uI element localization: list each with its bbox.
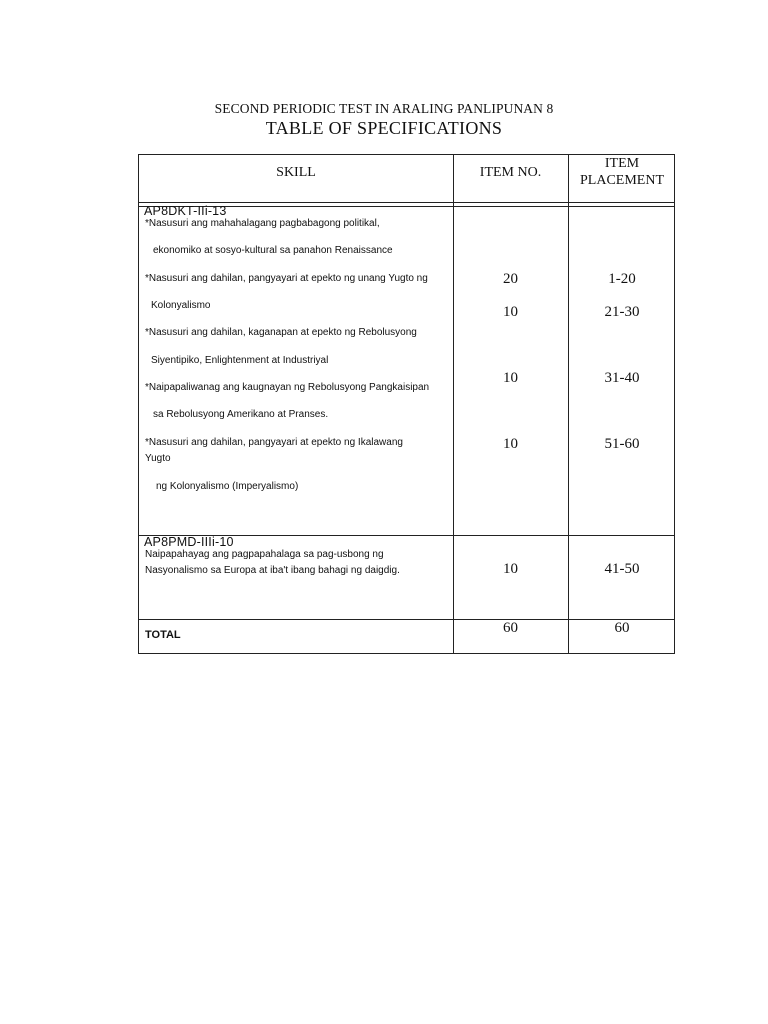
placement-cell: 1-20 [608,271,636,287]
placement-cell: 41-50 [604,561,640,577]
competency-code-1: AP8DKT-IIi-13 [144,204,227,218]
placement-cell: 51-60 [604,436,640,452]
item-no-cell: 10 [503,370,518,386]
total-item-no: 60 [503,620,518,636]
skill-line: ng Kolonyalismo (Imperyalismo) [156,481,299,492]
placement-cell: 21-30 [604,304,640,320]
item-no-cell: 10 [503,436,518,452]
row-divider [139,202,674,203]
header-item-no: ITEM NO. [479,165,542,180]
skill-line: sa Rebolusyong Amerikano at Pranses. [153,409,329,420]
total-label: TOTAL [145,629,181,641]
column-divider [453,155,454,653]
placement-cell: 31-40 [604,370,640,386]
competency-code-2: AP8PMD-IIIi-10 [144,535,234,549]
skill-line: Kolonyalismo [151,300,211,311]
total-placement: 60 [614,620,630,636]
skill-line: Siyentipiko, Enlightenment at Industriyal [151,355,329,366]
column-divider [568,155,569,653]
skill-line: *Naipapaliwanag ang kaugnayan ng Rebolusyong Pangkaisipan [145,382,430,393]
item-no-cell: 10 [503,304,518,320]
skill-line: *Nasusuri ang dahilan, pangyayari at epekto ng unang Yugto ng [145,273,428,284]
skill-line: Naipapahayag ang pagpapahalaga sa pag-usbong ng [145,549,384,560]
header-placement-line2: PLACEMENT [580,173,664,188]
header-skill: SKILL [276,165,316,180]
skill-line: *Nasusuri ang mahahalagang pagbabagong politikal, [145,218,380,229]
document-subtitle: TABLE OF SPECIFICATIONS [265,118,503,138]
skill-line: Nasyonalismo sa Europa at iba't ibang bahagi ng daigdig. [145,565,400,576]
skill-line: *Nasusuri ang dahilan, pangyayari at epekto ng Ikalawang [145,437,403,448]
skill-line: Yugto [145,453,171,464]
specifications-table [138,154,675,654]
header-item-placement [568,155,676,189]
item-no-cell: 10 [503,561,518,577]
skill-line: ekonomiko at sosyo-kultural sa panahon Renaissance [153,245,393,256]
header-placement-line1: ITEM [604,156,640,171]
skill-line: *Nasusuri ang dahilan, kaganapan at epekto ng Rebolusyong [145,327,417,338]
document-title: SECOND PERIODIC TEST IN ARALING PANLIPUNAN 8 [214,101,554,116]
item-no-cell: 20 [503,271,518,287]
